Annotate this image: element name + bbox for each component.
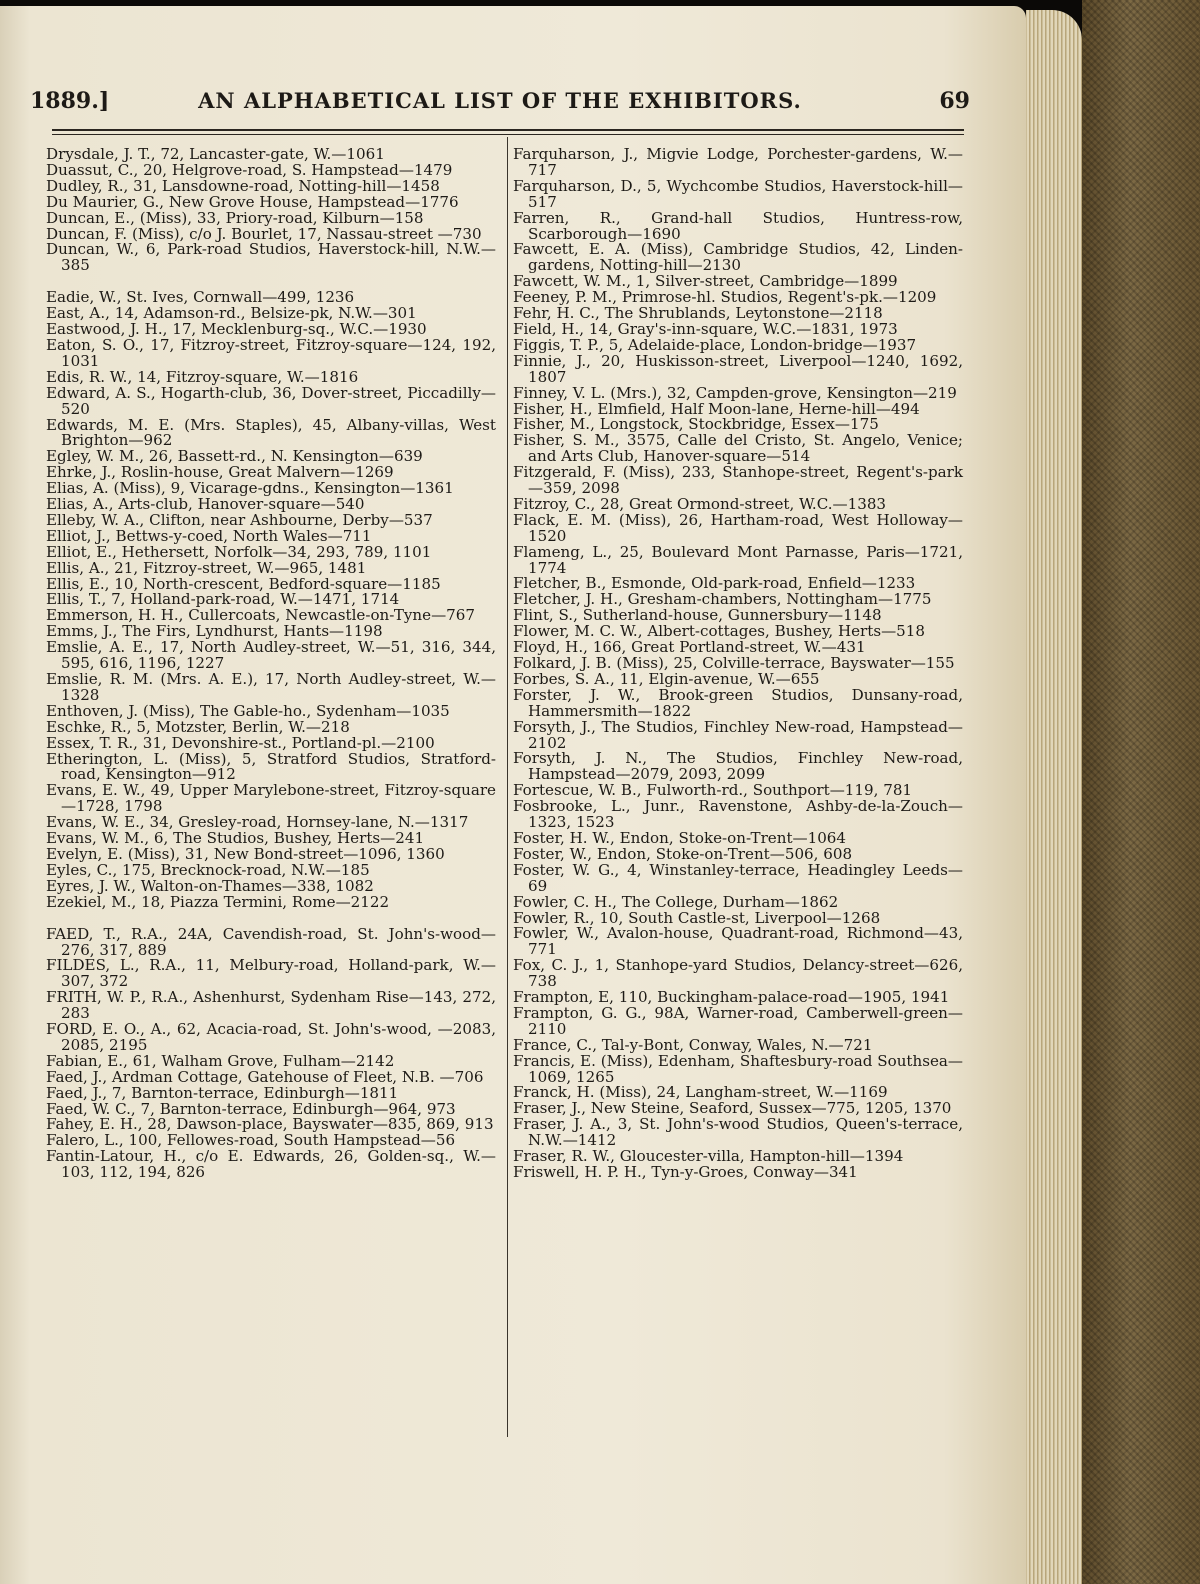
- exhibitor-entry: Edwards, M. E. (Mrs. Staples), 45, Albany-villas, West Brighton—962: [46, 415, 496, 450]
- exhibitor-entry: Foster, H. W., Endon, Stoke-on-Trent—1064: [513, 828, 847, 847]
- exhibitor-entry: Fraser, R. W., Gloucester-villa, Hampton-hill—1394: [513, 1147, 904, 1166]
- exhibitor-entry: Edward, A. S., Hogarth-club, 36, Dover-street, Piccadilly—520: [46, 383, 496, 418]
- exhibitor-entry: Essex, T. R., 31, Devonshire-st., Portland-pl.—2100: [46, 733, 435, 752]
- right-column: [513, 147, 963, 1447]
- exhibitor-entry: Fabian, E., 61, Walham Grove, Fulham—2142: [46, 1051, 395, 1070]
- exhibitor-entry: Farren, R., Grand-hall Studios, Huntress-row, Scarborough—1690: [513, 208, 963, 243]
- exhibitor-entry: Folkard, J. B. (Miss), 25, Colville-terrace, Bayswater—155: [513, 654, 955, 672]
- exhibitor-entry: Faed, W. C., 7, Barnton-terrace, Edinburgh—964, 973: [46, 1099, 456, 1118]
- exhibitor-entry: Emslie, A. E., 17, North Audley-street, W.—51, 316, 344, 595, 616, 1196, 1227: [46, 638, 496, 673]
- exhibitor-entry: Evans, E. W., 49, Upper Marylebone-street, Fitzroy-square—1728, 1798: [46, 781, 496, 816]
- exhibitor-entry: Flower, M. C. W., Albert-cottages, Bushey, Herts—518: [513, 622, 925, 641]
- exhibitor-entry: Fisher, H., Elmfield, Half Moon-lane, Herne-hill—494: [513, 399, 920, 418]
- exhibitor-entry: FILDES, L., R.A., 11, Melbury-road, Holland-park, W.—307, 372: [46, 956, 496, 991]
- exhibitor-entry: Falero, L., 100, Fellowes-road, South Hampstead—56: [46, 1131, 456, 1150]
- exhibitor-entry: Egley, W. M., 26, Bassett-rd., N. Kensington—639: [46, 447, 423, 466]
- exhibitor-entry: Duncan, F. (Miss), c/o J. Bourlet, 17, Nassau-street —730: [46, 224, 482, 243]
- exhibitor-entry: Duassut, C., 20, Helgrove-road, S. Hampstead—1479: [46, 160, 453, 179]
- exhibitor-entry: Fawcett, W. M., 1, Silver-street, Cambridge—1899: [513, 272, 898, 291]
- exhibitor-entry: Fraser, J., New Steine, Seaford, Sussex—775, 1205, 1370: [513, 1099, 952, 1118]
- exhibitor-entry: Fox, C. J., 1, Stanhope-yard Studios, Delancy-street—626, 738: [513, 956, 963, 991]
- exhibitor-entry: Dudley, R., 31, Lansdowne-road, Notting-hill—1458: [46, 176, 440, 195]
- exhibitor-entry: Faed, J., Ardman Cottage, Gatehouse of Fleet, N.B. —706: [46, 1067, 484, 1086]
- exhibitor-entry: France, C., Tal-y-Bont, Conway, Wales, N.—721: [513, 1035, 873, 1054]
- exhibitor-entry: Emslie, R. M. (Mrs. A. E.), 17, North Audley-street, W.—1328: [46, 670, 496, 704]
- exhibitor-entry: Evans, W. E., 34, Gresley-road, Hornsey-lane, N.—1317: [46, 813, 469, 832]
- exhibitor-entry: Emmerson, H. H., Cullercoats, Newcastle-on-Tyne—767: [46, 606, 475, 625]
- exhibitor-entry: Fisher, M., Longstock, Stockbridge, Essex—175: [513, 415, 879, 434]
- exhibitor-entry: Flint, S., Sutherland-house, Gunnersbury—1148: [513, 606, 882, 625]
- exhibitor-entry: Francis, E. (Miss), Edenham, Shaftesbury-road Southsea—1069, 1265: [513, 1051, 963, 1086]
- exhibitor-entry: Eschke, R., 5, Motzster, Berlin, W.—218: [46, 717, 350, 736]
- page-number: 69: [939, 88, 970, 114]
- exhibitor-entry: Farquharson, D., 5, Wychcombe Studios, Haverstock-hill—517: [513, 176, 963, 211]
- page-edges: [1026, 10, 1082, 1584]
- exhibitor-entry: Floyd, H., 166, Great Portland-street, W.—431: [513, 638, 866, 657]
- exhibitor-entry: Eyres, J. W., Walton-on-Thames—338, 1082: [46, 876, 374, 895]
- exhibitor-entry: Ellis, A., 21, Fitzroy-street, W.—965, 1481: [46, 558, 367, 577]
- exhibitor-entry: Faed, J., 7, Barnton-terrace, Edinburgh—1811: [46, 1083, 399, 1102]
- exhibitor-entry: Elliot, E., Hethersett, Norfolk—34, 293, 789, 1101: [46, 542, 432, 561]
- exhibitor-entry: Eastwood, J. H., 17, Mecklenburg-sq., W.C.—1930: [46, 320, 427, 339]
- exhibitor-entry: Drysdale, J. T., 72, Lancaster-gate, W.—1061: [46, 145, 385, 163]
- exhibitor-entry: Frampton, G. G., 98A, Warner-road, Camberwell-green—2110: [513, 1003, 963, 1038]
- book-binding: [1082, 0, 1200, 1584]
- left-column: [46, 147, 496, 1447]
- header-year: 1889.]: [30, 88, 110, 114]
- column-divider: [507, 137, 508, 1437]
- exhibitor-entry: Foster, W., Endon, Stoke-on-Trent—506, 608: [513, 844, 853, 863]
- exhibitor-entry: Fletcher, J. H., Gresham-chambers, Nottingham—1775: [513, 590, 932, 609]
- exhibitor-entry: Friswell, H. P. H., Tyn-y-Groes, Conway—341: [513, 1163, 858, 1181]
- exhibitor-entry: Fowler, C. H., The College, Durham—1862: [513, 892, 839, 911]
- exhibitor-entry: Fisher, S. M., 3575, Calle del Cristo, St. Angelo, Venice; and Arts Club, Hanover-square—514: [513, 431, 963, 466]
- exhibitor-entry: Eyles, C., 175, Brecknock-road, N.W.—185: [46, 860, 370, 879]
- exhibitor-entry: Elleby, W. A., Clifton, near Ashbourne, Derby—537: [46, 510, 433, 529]
- exhibitor-entry: Figgis, T. P., 5, Adelaide-place, London-bridge—1937: [513, 335, 917, 354]
- exhibitor-entry: Ellis, T., 7, Holland-park-road, W.—1471, 1714: [46, 590, 400, 609]
- exhibitor-entry: Evans, W. M., 6, The Studios, Bushey, Herts—241: [46, 829, 425, 848]
- exhibitor-entry: Frampton, E, 110, Buckingham-palace-road—1905, 1941: [513, 988, 950, 1007]
- exhibitor-entry: Fortescue, W. B., Fulworth-rd., Southport—119, 781: [513, 781, 913, 800]
- exhibitor-entry: Enthoven, J. (Miss), The Gable-ho., Sydenham—1035: [46, 701, 450, 720]
- exhibitor-entry: Finnie, J., 20, Huskisson-street, Liverpool—1240, 1692, 1807: [513, 351, 963, 386]
- exhibitor-entry: Ellis, E., 10, North-crescent, Bedford-square—1185: [46, 574, 441, 593]
- exhibitor-entry: Franck, H. (Miss), 24, Langham-street, W.—1169: [513, 1083, 888, 1102]
- exhibitor-entry: East, A., 14, Adamson-rd., Belsize-pk, N.W.—301: [46, 304, 417, 323]
- exhibitor-entry: Field, H., 14, Gray's-inn-square, W.C.—1831, 1973: [513, 319, 898, 338]
- exhibitor-entry: Duncan, E., (Miss), 33, Priory-road, Kilburn—158: [46, 208, 424, 227]
- exhibitor-entry: Finney, V. L. (Mrs.), 32, Campden-grove, Kensington—219: [513, 383, 957, 402]
- exhibitor-entry: Du Maurier, G., New Grove House, Hampstead—1776: [46, 192, 459, 211]
- exhibitor-entry: Forster, J. W., Brook-green Studios, Dunsany-road, Hammersmith—1822: [513, 685, 963, 720]
- exhibitor-entry: Elias, A. (Miss), 9, Vicarage-gdns., Kensington—1361: [46, 479, 454, 498]
- exhibitor-entry: Fawcett, E. A. (Miss), Cambridge Studios, 42, Linden-gardens, Notting-hill—2130: [513, 240, 963, 275]
- exhibitor-entry: Fowler, R., 10, South Castle-st, Liverpool—1268: [513, 908, 881, 927]
- exhibitor-entry: Feeney, P. M., Primrose-hl. Studios, Regent's-pk.—1209: [513, 288, 937, 307]
- running-header: [30, 88, 970, 118]
- exhibitor-entry: Forsyth, J. N., The Studios, Finchley New-road, Hampstead—2079, 2093, 2099: [513, 749, 963, 784]
- exhibitor-entry: Elliot, J., Bettws-y-coed, North Wales—711: [46, 526, 372, 545]
- exhibitor-entry: Fitzroy, C., 28, Great Ormond-street, W.C.—1383: [513, 494, 887, 513]
- exhibitor-entry: FAED, T., R.A., 24A, Cavendish-road, St. John's-wood—276, 317, 889: [46, 924, 496, 959]
- exhibitor-entry: Fitzgerald, F. (Miss), 233, Stanhope-street, Regent's-park—359, 2098: [513, 463, 963, 498]
- exhibitor-entry: Farquharson, J., Migvie Lodge, Porchester-gardens, W.—717: [513, 145, 963, 179]
- exhibitor-entry: Flack, E. M. (Miss), 26, Hartham-road, West Holloway—1520: [513, 510, 963, 545]
- header-title: AN ALPHABETICAL LIST OF THE EXHIBITORS.: [198, 88, 802, 113]
- exhibitor-entry: Forsyth, J., The Studios, Finchley New-road, Hampstead—2102: [513, 717, 963, 752]
- header-rule-thick: [52, 129, 964, 131]
- exhibitor-entry: Eaton, S. O., 17, Fitzroy-street, Fitzroy-square—124, 192, 1031: [46, 335, 496, 370]
- exhibitor-entry: Fosbrooke, L., Junr., Ravenstone, Ashby-de-la-Zouch—1323, 1523: [513, 797, 963, 832]
- exhibitor-entry: Eadie, W., St. Ives, Cornwall—499, 1236: [46, 288, 355, 307]
- exhibitor-entry: Ehrke, J., Roslin-house, Great Malvern—1269: [46, 463, 394, 482]
- exhibitor-entry: Fahey, E. H., 28, Dawson-place, Bayswater—835, 869, 913: [46, 1115, 494, 1134]
- exhibitor-entry: Flameng, L., 25, Boulevard Mont Parnasse, Paris—1721, 1774: [513, 542, 963, 577]
- header-rule-thin: [52, 134, 964, 135]
- exhibitor-entry: Fantin-Latour, H., c/o E. Edwards, 26, Golden-sq., W.—103, 112, 194, 826: [46, 1147, 496, 1182]
- exhibitor-entry: Elias, A., Arts-club, Hanover-square—540: [46, 495, 365, 514]
- exhibitor-entry: Foster, W. G., 4, Winstanley-terrace, Headingley Leeds—69: [513, 860, 963, 895]
- exhibitor-entry: Duncan, W., 6, Park-road Studios, Haverstock-hill, N.W.—385: [46, 240, 496, 275]
- exhibitor-entry: Edis, R. W., 14, Fitzroy-square, W.—1816: [46, 367, 359, 386]
- exhibitor-entry: Fraser, J. A., 3, St. John's-wood Studios, Queen's-terrace, N.W.—1412: [513, 1115, 963, 1150]
- exhibitor-entry: Fowler, W., Avalon-house, Quadrant-road, Richmond—43, 771: [513, 924, 963, 959]
- exhibitor-entry: Evelyn, E. (Miss), 31, New Bond-street—1096, 1360: [46, 844, 445, 863]
- exhibitor-entry: Ezekiel, M., 18, Piazza Termini, Rome—2122: [46, 892, 390, 911]
- exhibitor-entry: Etherington, L. (Miss), 5, Stratford Studios, Stratford-road, Kensington—912: [46, 749, 496, 784]
- exhibitor-entry: FORD, E. O., A., 62, Acacia-road, St. John's-wood, —2083, 2085, 2195: [46, 1020, 496, 1054]
- exhibitor-entry: FRITH, W. P., R.A., Ashenhurst, Sydenham Rise—143, 272, 283: [46, 988, 496, 1023]
- exhibitor-entry: Forbes, S. A., 11, Elgin-avenue, W.—655: [513, 669, 820, 688]
- exhibitor-entry: Emms, J., The Firs, Lyndhurst, Hants—1198: [46, 622, 383, 641]
- exhibitor-entry: Fehr, H. C., The Shrublands, Leytonstone—2118: [513, 304, 883, 323]
- exhibitor-entry: Fletcher, B., Esmonde, Old-park-road, Enfield—1233: [513, 574, 916, 593]
